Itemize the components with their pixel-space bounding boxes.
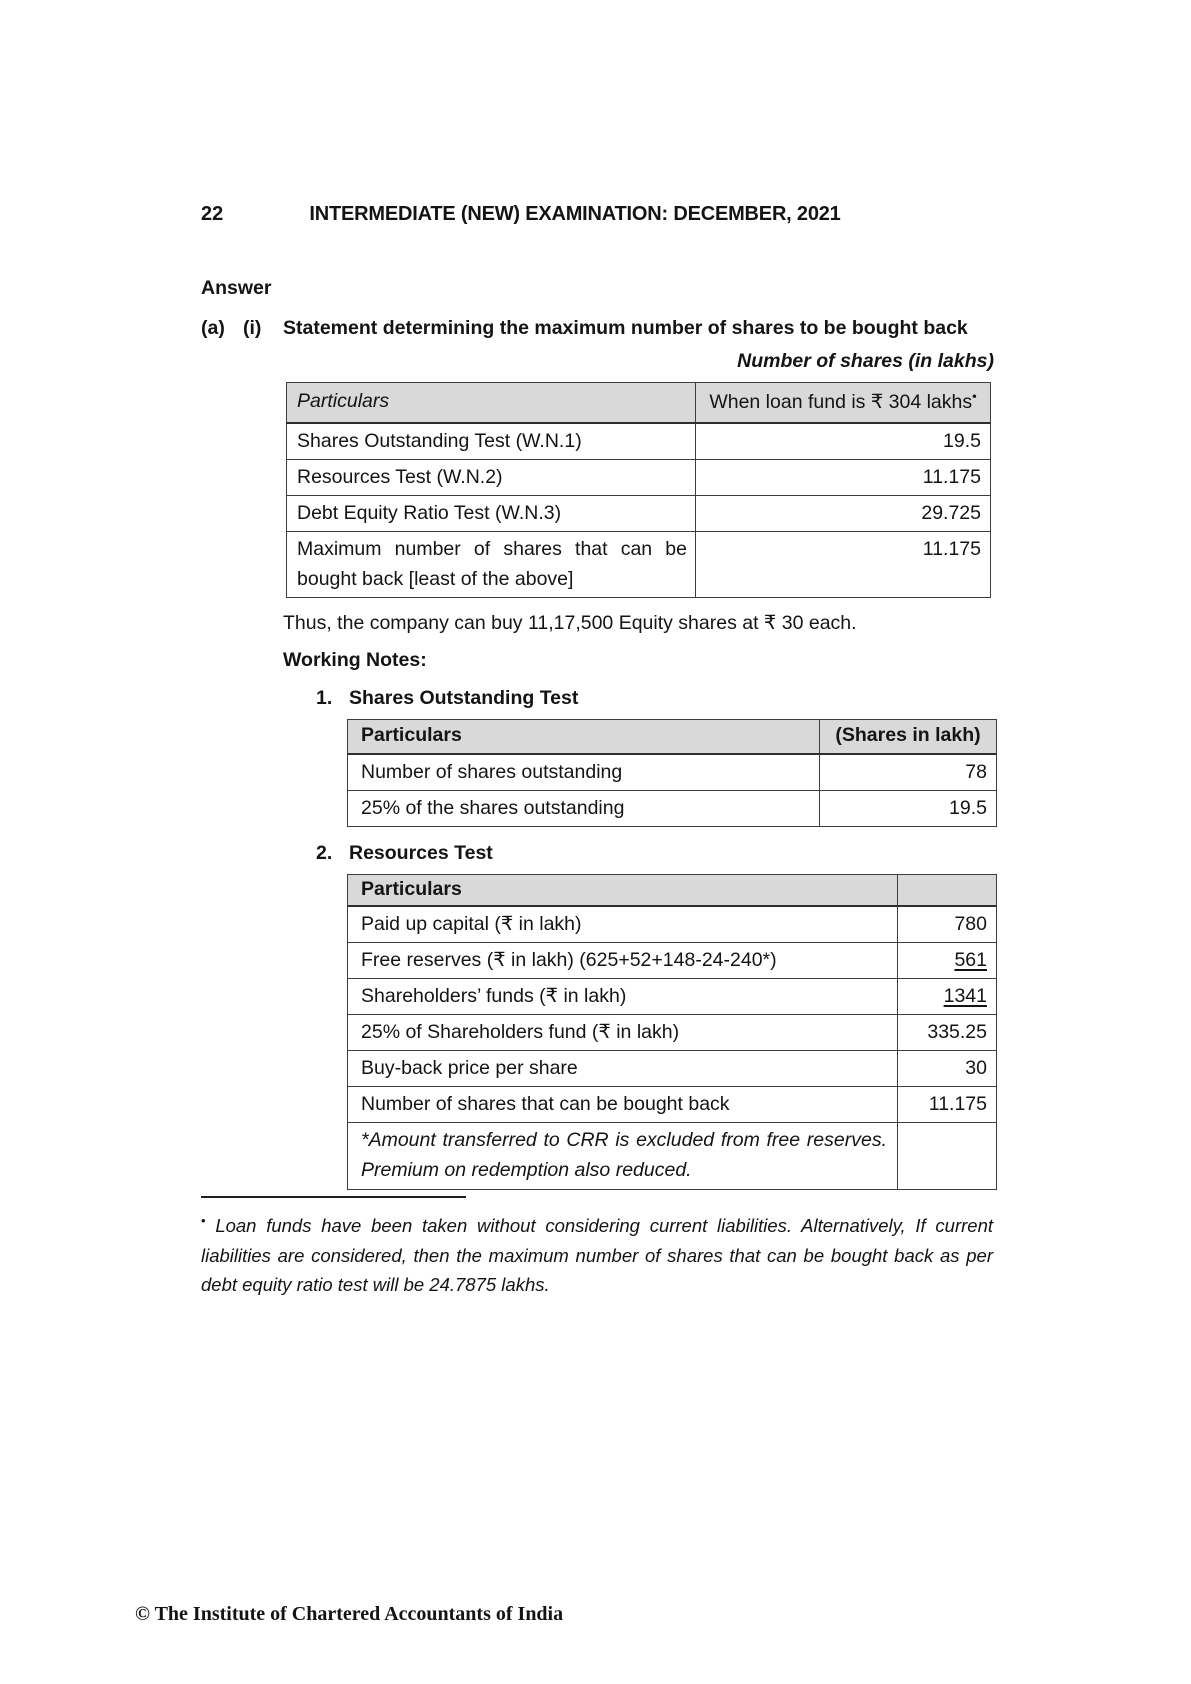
table-header-row [348,875,997,907]
row-label: 25% of the shares outstanding [348,791,820,827]
max-shares-table-wrap [286,382,994,598]
row-label: Number of shares that can be bought back [348,1087,898,1123]
row-label: Free reserves (₹ in lakh) (625+52+148-24-240*) [348,943,898,979]
row-value: 19.5 [696,423,991,460]
row-value [898,943,997,979]
column-header-particulars: Particulars [348,720,820,755]
underlined-value: 1341 [943,985,987,1007]
note2-heading [201,842,994,865]
row-label: Paid up capital (₹ in lakh) [348,906,898,943]
table-row [348,943,997,979]
table-row [287,460,991,496]
table-row [287,423,991,460]
page-content [201,0,994,1190]
row-value [898,979,997,1015]
note1-heading [201,687,994,710]
column-header-blank [898,875,997,907]
row-label: Shareholders’ funds (₹ in lakh) [348,979,898,1015]
table-row [348,791,997,827]
row-label: Debt Equity Ratio Test (W.N.3) [287,496,696,532]
note2-number: 2. [316,842,333,864]
table-header-row [287,383,991,424]
row-label: Maximum number of shares that can be bought back [least of the above] [287,532,696,598]
answer-sub-label: (i) [243,317,262,339]
statement-heading-row [201,317,994,340]
row-label: Number of shares outstanding [348,754,820,791]
underlined-value: 561 [954,949,987,971]
row-label: Shares Outstanding Test (W.N.1) [287,423,696,460]
page-header [201,203,994,231]
answer-heading: Answer [201,277,272,299]
column-header-shares-in-lakh: (Shares in lakh) [820,720,997,755]
note1-title: Shares Outstanding Test [349,687,579,709]
resources-test-table-wrap [347,874,994,1190]
table-header-row [348,720,997,755]
note2-title: Resources Test [349,842,493,864]
row-value: 78 [820,754,997,791]
answer-part-label: (a) [201,317,225,339]
row-label: Buy-back price per share [348,1051,898,1087]
row-value: 335.25 [898,1015,997,1051]
table-row [348,1087,997,1123]
row-value: 780 [898,906,997,943]
page-title: INTERMEDIATE (NEW) EXAMINATION: DECEMBER, 2021 [309,203,841,225]
column-header-particulars: Particulars [287,383,696,424]
table-row [348,906,997,943]
row-value: 19.5 [820,791,997,827]
footnote-separator [201,1196,466,1198]
copyright-footer: © The Institute of Chartered Accountants of India [135,1603,564,1625]
loan-fund-header-text: When loan fund is ₹ 304 lakhs [709,391,973,413]
shares-outstanding-table-wrap [347,719,994,827]
row-label: Resources Test (W.N.2) [287,460,696,496]
empty-cell [898,1123,997,1190]
footnote [201,1196,993,1300]
page-number: 22 [201,203,224,225]
table-note-text: *Amount transferred to CRR is excluded from free reserves. Premium on redemption also reduced. [348,1123,898,1190]
table-row [348,1051,997,1087]
units-caption: Number of shares (in lakhs) [737,350,994,372]
table-row [348,754,997,791]
shares-outstanding-table [347,719,997,827]
statement-title: Statement determining the maximum number of shares to be bought back [283,317,968,339]
note1-number: 1. [316,687,333,709]
resources-test-table [347,874,997,1190]
row-value: 11.175 [898,1087,997,1123]
footnote-text [201,1211,993,1300]
row-value: 30 [898,1051,997,1087]
table-row [348,1015,997,1051]
column-header-loan-fund [696,383,991,424]
table-row [287,532,991,598]
footnote-marker-icon: • [201,1212,206,1228]
conclusion-text: Thus, the company can buy 11,17,500 Equity shares at ₹ 30 each. [283,612,857,634]
table-note-row [348,1123,997,1190]
row-value: 11.175 [696,532,991,598]
working-notes-heading: Working Notes: [283,649,427,671]
table-row [287,496,991,532]
row-value: 11.175 [696,460,991,496]
footnote-body: Loan funds have been taken without considering current liabilities. Alternatively, If current liabilities are considered, then the maximum number of shares that can be bought back as per debt equity ratio test will be 24.7875 lakhs. [201,1215,994,1296]
footnote-marker-icon: • [972,388,977,404]
row-value: 29.725 [696,496,991,532]
table-row [348,979,997,1015]
column-header-particulars: Particulars [348,875,898,907]
row-label: 25% of Shareholders fund (₹ in lakh) [348,1015,898,1051]
max-shares-table [286,382,991,598]
